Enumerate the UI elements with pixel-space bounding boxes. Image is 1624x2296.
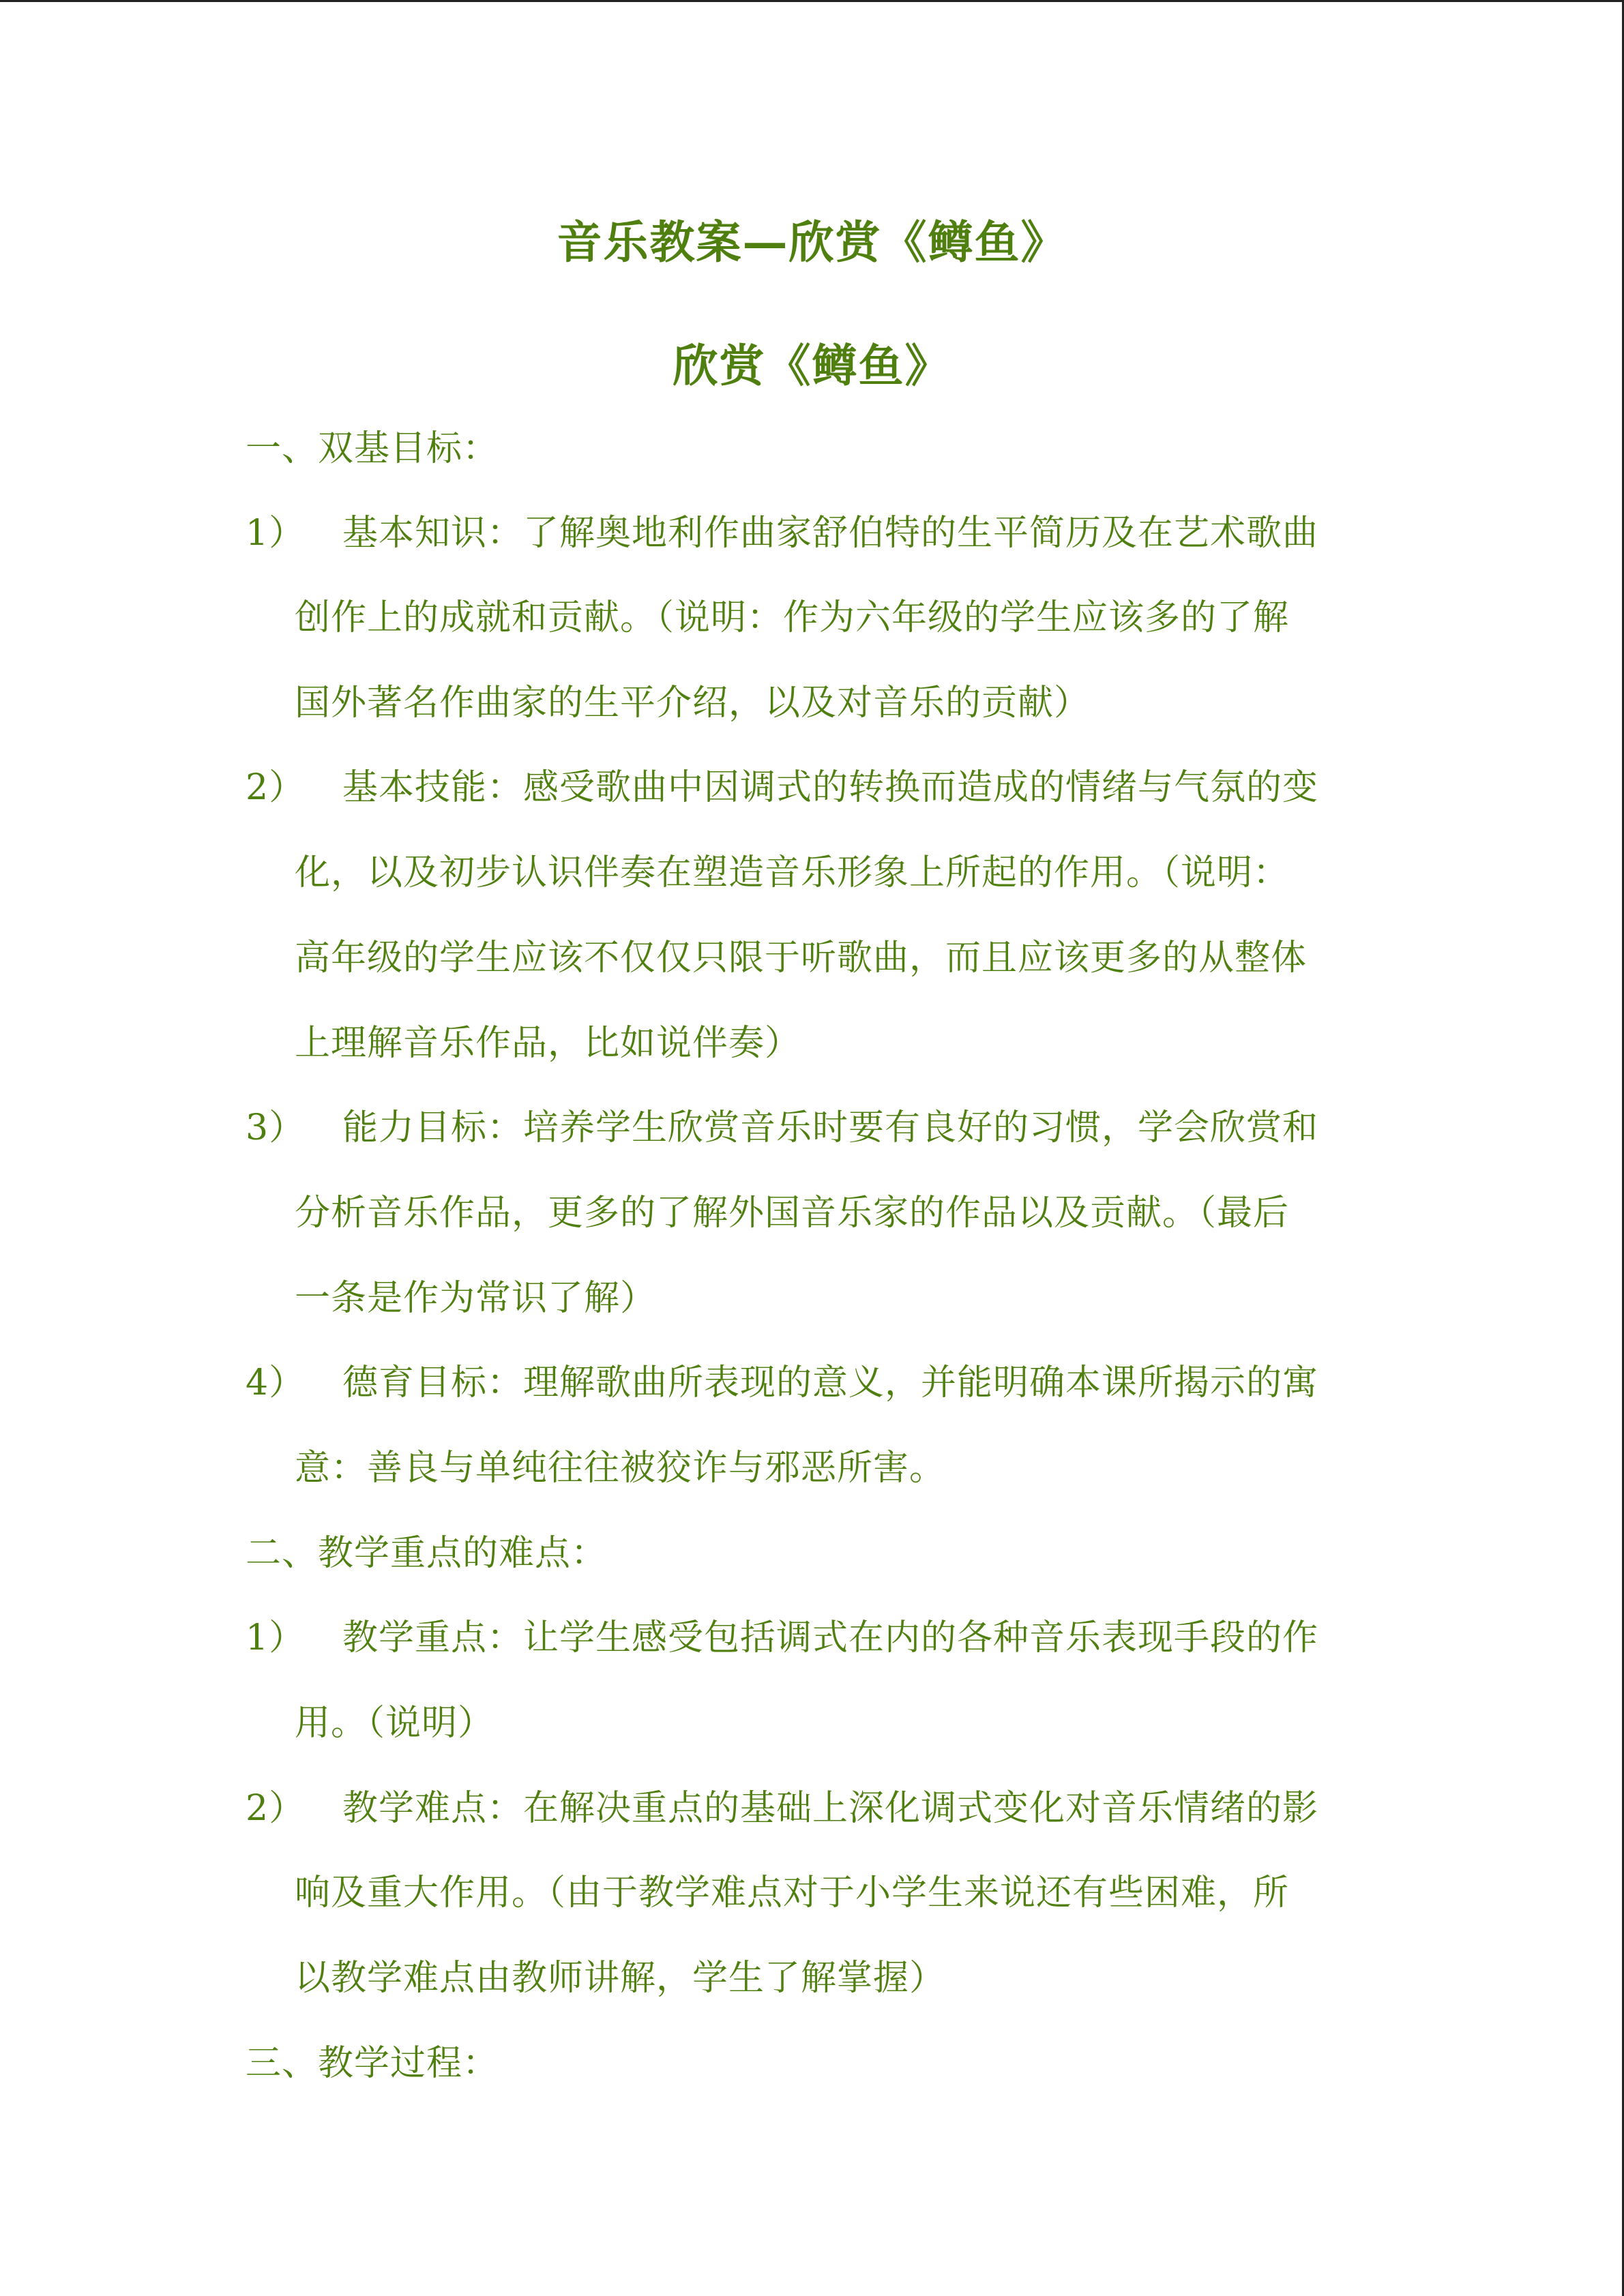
list-item-text: 教学重点：让学生感受包括调式在内的各种音乐表现手段的作 xyxy=(342,1617,1319,1658)
section-heading-key-points: 二、教学重点的难点： xyxy=(246,1533,608,1574)
list-number: 2） xyxy=(246,767,306,808)
list-item-goal-3 xyxy=(246,1106,1318,1150)
list-item-continuation: 高年级的学生应该不仅仅只限于听歌曲，而且应该更多的从整体 xyxy=(295,938,1308,979)
list-number: 1） xyxy=(246,1617,306,1658)
list-item-goal-2 xyxy=(246,766,1318,809)
list-number: 1） xyxy=(246,513,306,554)
list-number: 3） xyxy=(246,1107,306,1148)
section-heading-goals: 一、双基目标： xyxy=(246,428,499,469)
list-item-goal-4 xyxy=(246,1361,1318,1405)
document-subtitle: 欣赏《鳟鱼》 xyxy=(673,339,951,392)
list-item-continuation: 用。（说明） xyxy=(295,1703,494,1744)
document-title: 音乐教案—欣赏《鳟鱼》 xyxy=(557,215,1067,269)
list-item-key-point-1 xyxy=(246,1616,1318,1660)
list-item-continuation: 化，以及初步认识伴奏在塑造音乐形象上所起的作用。（说明： xyxy=(295,852,1290,893)
list-item-continuation: 响及重大作用。（由于教学难点对于小学生来说还有些困难，所 xyxy=(295,1873,1290,1913)
list-item-text: 能力目标：培养学生欣赏音乐时要有良好的习惯，学会欣赏和 xyxy=(342,1107,1319,1148)
list-item-text: 教学难点：在解决重点的基础上深化调式变化对音乐情绪的影 xyxy=(342,1788,1319,1829)
list-number: 2） xyxy=(246,1788,306,1829)
list-item-key-point-2 xyxy=(246,1787,1318,1830)
list-item-text: 基本知识：了解奥地利作曲家舒伯特的生平简历及在艺术歌曲 xyxy=(342,513,1319,554)
list-item-continuation: 国外著名作曲家的生平介绍，以及对音乐的贡献） xyxy=(295,683,1091,724)
list-number: 4） xyxy=(246,1362,306,1403)
list-item-continuation: 一条是作为常识了解） xyxy=(295,1278,657,1319)
list-item-goal-1 xyxy=(246,511,1318,555)
list-item-continuation: 意：善良与单纯往往被狡诈与邪恶所害。 xyxy=(295,1448,946,1489)
list-item-continuation: 创作上的成就和贡献。（说明：作为六年级的学生应该多的了解 xyxy=(295,597,1290,638)
list-item-continuation: 上理解音乐作品，比如说伴奏） xyxy=(295,1023,801,1064)
page-top-border xyxy=(0,0,1624,2)
list-item-continuation: 分析音乐作品，更多的了解外国音乐家的作品以及贡献。（最后 xyxy=(295,1193,1290,1234)
section-heading-process: 三、教学过程： xyxy=(246,2043,499,2084)
list-item-continuation: 以教学难点由教师讲解，学生了解掌握） xyxy=(295,1958,946,1999)
list-item-text: 德育目标：理解歌曲所表现的意义，并能明确本课所揭示的寓 xyxy=(342,1362,1319,1403)
list-item-text: 基本技能：感受歌曲中因调式的转换而造成的情绪与气氛的变 xyxy=(342,767,1319,808)
